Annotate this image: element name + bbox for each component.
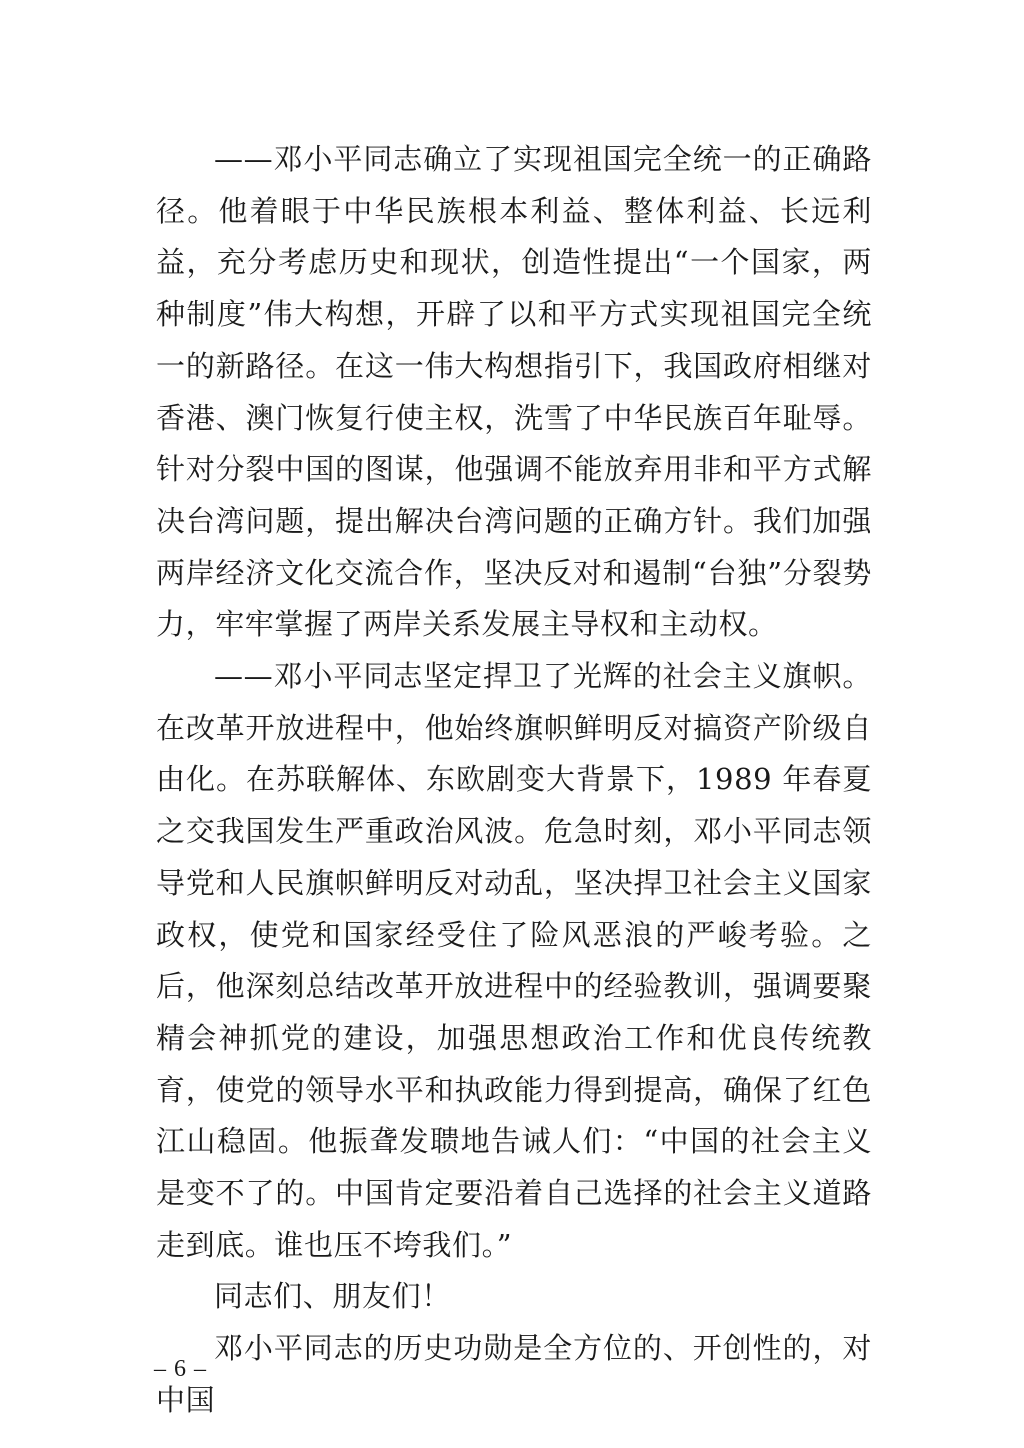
page-number: – 6 –	[154, 1356, 207, 1382]
paragraph-reunification-path: ——邓小平同志确立了实现祖国完全统一的正确路径。他着眼于中华民族根本利益、整体利益、长远利益，充分考虑历史和现状，创造性提出“一个国家，两种制度”伟大构想，开辟了以和平方式实现祖国完全统一的新路径。在这一伟大构想指引下，我国政府相继对香港、澳门恢复行使主权，洗雪了中华民族百年耻辱。针对分裂中国的图谋，他强调不能放弃用非和平方式解决台湾问题，提出解决台湾问题的正确方针。我们加强两岸经济文化交流合作，坚决反对和遏制“台独”分裂势力，牢牢掌握了两岸关系发展主导权和主动权。	[156, 142, 872, 642]
paragraph-historic-contributions: 邓小平同志的历史功勋是全方位的、开创性的，对中国	[156, 1331, 872, 1417]
paragraph-salutation: 同志们、朋友们！	[214, 1279, 451, 1314]
paragraph-socialist-banner: ——邓小平同志坚定捍卫了光辉的社会主义旗帜。在改革开放进程中，他始终旗帜鲜明反对搞资产阶级自由化。在苏联解体、东欧剧变大背景下，1989 年春夏之交我国发生严重政治风波。危急时刻，邓小平同志领导党和人民旗帜鲜明反对动乱，坚决捍卫社会主义国家政权，使党和国家经受住了险风恶浪的严峻考验。之后，他深刻总结改革开放进程中的经验教训，强调要聚精会神抓党的建设，加强思想政治工作和优良传统教育，使党的领导水平和执政能力得到提高，确保了红色江山稳固。他振聋发聩地告诫人们：“中国的社会主义是变不了的。中国肯定要沿着自己选择的社会主义道路走到底。谁也压不垮我们。”	[156, 659, 872, 1262]
body-text	[156, 134, 872, 1427]
